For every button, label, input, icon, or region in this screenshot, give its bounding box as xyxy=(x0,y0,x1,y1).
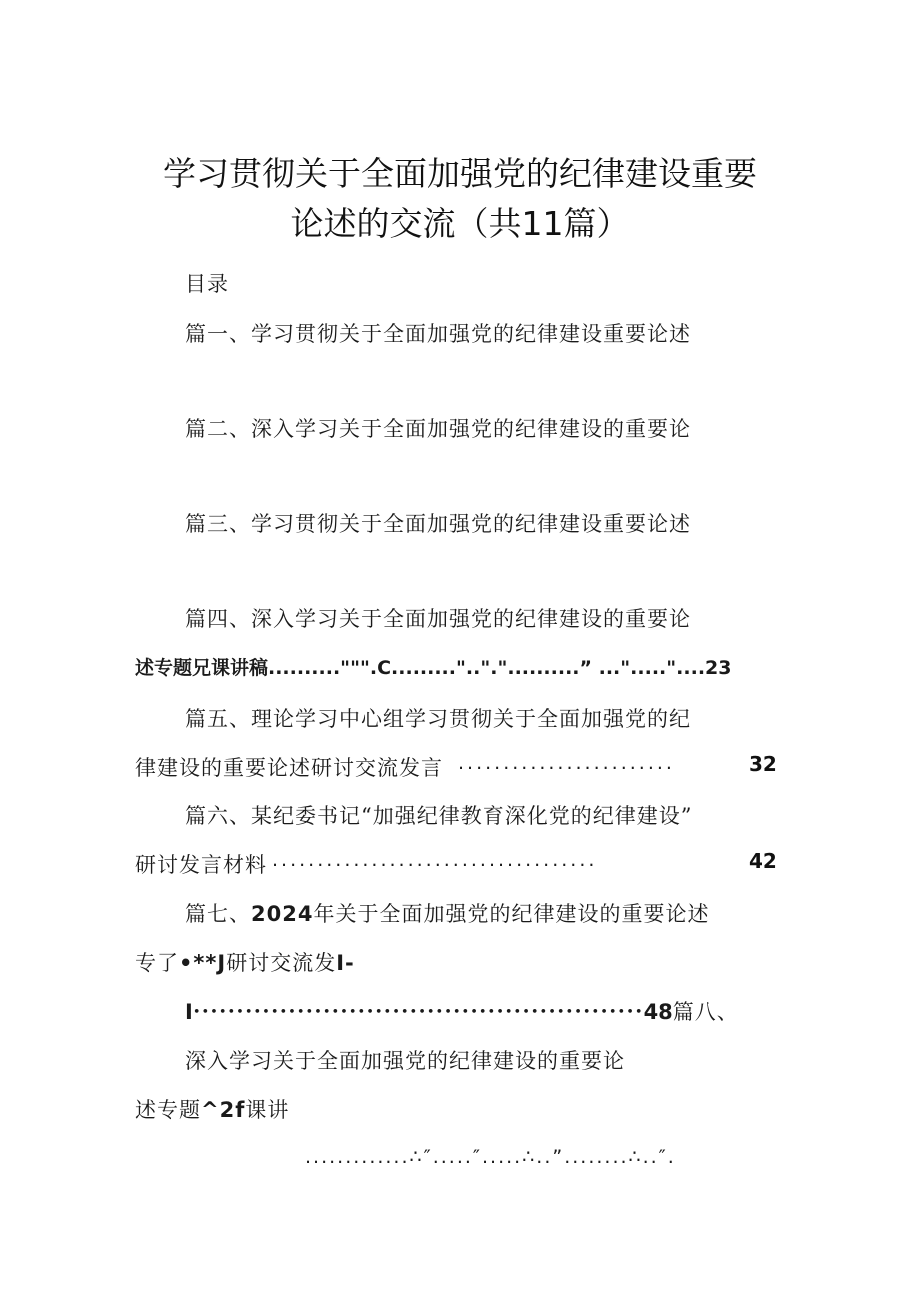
toc-entry-5-leader: ........................ xyxy=(458,752,675,774)
toc-entry-7-line-3 xyxy=(185,996,739,1026)
toc-entry-6-page: 42 xyxy=(749,849,777,873)
toc-entry-7-rest: 年关于全面加强党的纪律建设的重要论述 xyxy=(313,902,710,926)
toc-entry-8-leader: .............∴″.....″.....∴..”........∴..″. xyxy=(305,1146,676,1168)
toc-entry-7-line-1[interactable] xyxy=(185,898,709,928)
toc-entry-7-prefix: 篇七、 xyxy=(185,902,251,926)
toc-entry-4-line-2 xyxy=(135,653,731,680)
toc-entry-6-line-2: 研讨发言材料 xyxy=(135,853,267,877)
toc-entry-8-line-1[interactable]: 深入学习关于全面加强党的纪律建设的重要论 xyxy=(185,1049,625,1073)
toc-entry-5-line-2: 律建设的重要论述研讨交流发言 xyxy=(135,756,443,780)
toc-entry-8-line2-mark: ^2f xyxy=(201,1098,246,1122)
toc-entry-2[interactable]: 篇二、深入学习关于全面加强党的纪律建设的重要论 xyxy=(185,417,691,441)
document-title-line-2: 论述的交流（共11篇） xyxy=(290,204,630,243)
toc-entry-7-line2-text: 专了 xyxy=(135,951,179,975)
toc-entry-8-line-2 xyxy=(135,1094,289,1124)
document-title-line-1: 学习贯彻关于全面加强党的纪律建设重要 xyxy=(163,154,757,193)
toc-entry-5-page: 32 xyxy=(749,752,777,776)
toc-entry-4-text: 述专题兄课讲稿..........""".C.........".."."..........” ..."....."....23 xyxy=(135,657,732,679)
toc-entry-8-line2-text: 述专题 xyxy=(135,1098,201,1122)
toc-entry-7-leader: •••••••••••••••••••••••••••••••••••••••••••••••••••• xyxy=(192,1005,644,1020)
toc-entry-7-line2-tail: I- xyxy=(336,951,355,975)
toc-entry-6-line-1[interactable]: 篇六、某纪委书记“加强纪律教育深化党的纪律建设” xyxy=(185,804,693,828)
toc-entry-7-line2-mark: •**J xyxy=(179,951,227,975)
toc-entry-3[interactable]: 篇三、学习贯彻关于全面加强党的纪律建设重要论述 xyxy=(185,512,691,536)
toc-entry-1[interactable]: 篇一、学习贯彻关于全面加强党的纪律建设重要论述 xyxy=(185,322,691,346)
toc-entry-8-line2-rest: 课讲 xyxy=(245,1098,290,1122)
toc-entry-8-prefix: 篇八、 xyxy=(672,1000,739,1024)
toc-entry-7-line-2 xyxy=(135,947,355,977)
toc-entry-7-year: 2024 xyxy=(251,902,314,926)
toc-entry-7-page: 48 xyxy=(643,1000,673,1024)
toc-entry-4-line-1[interactable]: 篇四、深入学习关于全面加强党的纪律建设的重要论 xyxy=(185,607,691,631)
toc-heading: 目录 xyxy=(185,272,229,296)
toc-entry-7-line2-rest: 研讨交流发 xyxy=(226,951,337,975)
toc-entry-6-leader: .................................... xyxy=(272,849,598,871)
toc-entry-7-line3-start: I xyxy=(185,1000,193,1024)
toc-entry-5-line-1[interactable]: 篇五、理论学习中心组学习贯彻关于全面加强党的纪 xyxy=(185,707,691,731)
